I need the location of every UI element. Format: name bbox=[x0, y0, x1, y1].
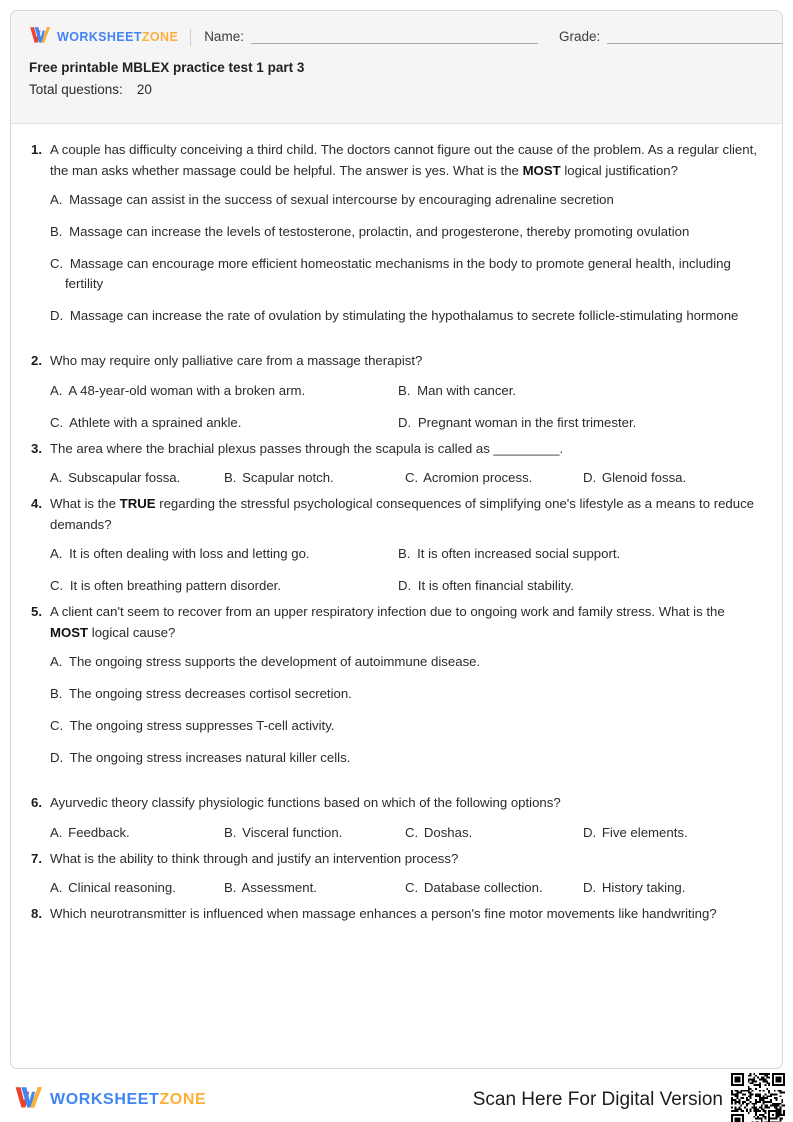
scan-here-text: Scan Here For Digital Version bbox=[472, 1089, 723, 1110]
option-label: D. bbox=[398, 578, 412, 593]
option-c[interactable] bbox=[50, 716, 762, 736]
questions-list bbox=[11, 124, 782, 941]
option-text: Massage can assist in the success of sexual intercourse by encouraging adrenaline secretion bbox=[69, 192, 614, 207]
option-label: C. bbox=[405, 880, 419, 895]
header-logo-text bbox=[57, 30, 178, 44]
option-text: The ongoing stress decreases cortisol secretion. bbox=[68, 686, 352, 701]
option-text: Acromion process. bbox=[423, 470, 533, 485]
option-c[interactable] bbox=[50, 254, 762, 294]
option-text: It is often breathing pattern disorder. bbox=[69, 578, 281, 593]
question-text-segment: logical justification? bbox=[560, 162, 678, 178]
option-b[interactable] bbox=[398, 544, 762, 564]
option-list bbox=[50, 878, 762, 898]
option-label: D. bbox=[583, 880, 597, 895]
footer-logo bbox=[14, 1084, 206, 1116]
question-item bbox=[31, 849, 762, 899]
question-emphasis: TRUE bbox=[119, 496, 156, 511]
logo-word-zone: ZONE bbox=[141, 30, 179, 44]
option-c[interactable] bbox=[50, 413, 398, 433]
option-text: It is often dealing with loss and letting go. bbox=[69, 546, 310, 561]
option-b[interactable] bbox=[224, 468, 405, 488]
option-c[interactable] bbox=[405, 823, 583, 843]
option-a[interactable] bbox=[50, 190, 762, 210]
footer-logo-word-worksheet: WORKSHEET bbox=[50, 1091, 160, 1108]
option-label: A. bbox=[50, 654, 63, 669]
option-b[interactable] bbox=[50, 684, 762, 704]
question-item bbox=[31, 140, 762, 338]
question-text bbox=[50, 849, 762, 870]
question-text-segment: A client can't seem to recover from an upper respiratory infection due to ongoing work and family stress. What is the bbox=[50, 604, 725, 619]
question-body bbox=[50, 494, 762, 596]
option-label: D. bbox=[583, 824, 597, 840]
option-text: It is often increased social support. bbox=[417, 546, 621, 561]
option-d[interactable] bbox=[398, 576, 762, 596]
option-b[interactable] bbox=[50, 222, 762, 242]
option-list bbox=[50, 544, 762, 596]
question-body bbox=[50, 904, 762, 925]
logo-word-worksheet: WORKSHEET bbox=[57, 30, 142, 44]
question-item bbox=[31, 351, 762, 433]
option-label: D. bbox=[50, 750, 64, 765]
option-c[interactable] bbox=[405, 468, 583, 488]
qr-code[interactable] bbox=[731, 1073, 785, 1122]
option-label: D. bbox=[398, 414, 412, 430]
worksheet-sheet bbox=[10, 10, 783, 1069]
worksheet-footer bbox=[0, 1078, 793, 1122]
header-top-row bbox=[11, 11, 782, 49]
option-text: Massage can increase the rate of ovulation by stimulating the hypothalamus to secrete follicle-stimulating hormone bbox=[69, 308, 739, 323]
question-text-segment: Who may require only palliative care from a massage therapist? bbox=[50, 353, 423, 368]
question-emphasis: MOST bbox=[50, 624, 89, 640]
option-label: C. bbox=[405, 470, 419, 485]
option-label: A. bbox=[50, 824, 63, 840]
total-questions-label: Total questions: bbox=[29, 82, 123, 98]
question-text bbox=[50, 494, 762, 535]
option-text: Clinical reasoning. bbox=[68, 880, 176, 895]
question-text bbox=[50, 140, 762, 181]
question-number: 1. bbox=[31, 142, 42, 157]
option-a[interactable] bbox=[50, 468, 224, 488]
question-item bbox=[31, 494, 762, 596]
question-item bbox=[31, 793, 762, 843]
question-number: 7. bbox=[31, 850, 42, 866]
question-emphasis: MOST bbox=[522, 162, 561, 178]
total-questions-value: 20 bbox=[136, 82, 152, 98]
question-number: 3. bbox=[31, 440, 42, 456]
option-label: B. bbox=[398, 546, 411, 561]
question-number: 4. bbox=[31, 496, 42, 511]
footer-logo-text bbox=[50, 1091, 206, 1109]
option-text: Feedback. bbox=[68, 824, 130, 840]
field-gap bbox=[548, 29, 549, 46]
question-text-segment: Which neurotransmitter is influenced when massage enhances a person's fine motor movements like handwriting? bbox=[50, 906, 717, 921]
option-d[interactable] bbox=[583, 468, 762, 488]
question-number: 2. bbox=[31, 353, 42, 368]
option-text: Athlete with a sprained ankle. bbox=[69, 414, 242, 430]
name-input-line[interactable] bbox=[251, 30, 538, 44]
question-text-segment: A couple has difficulty conceiving a third child. The doctors cannot figure out the cause of the problem. As a regular client, the man asks whether massage could be helpful. The answer is yes. What is the bbox=[50, 142, 757, 178]
option-text: Man with cancer. bbox=[417, 382, 517, 398]
question-text-segment: The area where the brachial plexus passes through the scapula is called as _________. bbox=[50, 440, 564, 456]
option-a[interactable] bbox=[50, 381, 398, 401]
page-title: Free printable MBLEX practice test 1 part 3 bbox=[29, 60, 305, 75]
option-label: B. bbox=[50, 686, 63, 701]
option-text: Database collection. bbox=[423, 880, 543, 895]
option-text: History taking. bbox=[601, 880, 686, 895]
option-label: A. bbox=[50, 546, 63, 561]
option-list bbox=[50, 652, 762, 768]
option-a[interactable] bbox=[50, 544, 398, 564]
option-d[interactable] bbox=[583, 823, 762, 843]
option-b[interactable] bbox=[224, 878, 405, 898]
option-list bbox=[50, 468, 762, 488]
option-d[interactable] bbox=[398, 413, 762, 433]
option-label: C. bbox=[405, 824, 419, 840]
option-label: B. bbox=[224, 880, 237, 895]
worksheet-zone-logo-icon bbox=[29, 25, 51, 50]
option-label: B. bbox=[398, 382, 411, 398]
option-label: B. bbox=[224, 824, 237, 840]
option-text: A 48-year-old woman with a broken arm. bbox=[68, 382, 306, 398]
option-text: It is often financial stability. bbox=[417, 578, 574, 593]
option-text: Subscapular fossa. bbox=[68, 470, 181, 485]
option-label: C. bbox=[50, 718, 64, 733]
option-a[interactable] bbox=[50, 878, 224, 898]
option-a[interactable] bbox=[50, 652, 762, 672]
option-label: B. bbox=[224, 470, 237, 485]
header-logo bbox=[29, 25, 178, 50]
question-body bbox=[50, 602, 762, 780]
option-text: Massage can encourage more efficient homeostatic mechanisms in the body to promote general health, including fertility bbox=[65, 256, 731, 291]
option-text: Doshas. bbox=[423, 824, 473, 840]
question-text bbox=[50, 602, 762, 643]
question-text bbox=[50, 793, 762, 814]
question-number: 5. bbox=[31, 604, 42, 619]
option-list bbox=[50, 190, 762, 326]
option-text: Visceral function. bbox=[242, 824, 343, 840]
option-d[interactable] bbox=[50, 306, 762, 326]
question-text-segment: Ayurvedic theory classify physiologic functions based on which of the following options? bbox=[50, 795, 561, 810]
question-item bbox=[31, 602, 762, 780]
option-label: A. bbox=[50, 192, 63, 207]
question-item bbox=[31, 439, 762, 489]
option-text: The ongoing stress suppresses T-cell activity. bbox=[69, 718, 335, 733]
option-text: Pregnant woman in the first trimester. bbox=[417, 414, 637, 430]
option-label: C. bbox=[50, 578, 64, 593]
question-body bbox=[50, 351, 762, 433]
option-b[interactable] bbox=[224, 823, 405, 843]
total-questions-line bbox=[29, 81, 764, 99]
question-text-segment: What is the ability to think through and justify an intervention process? bbox=[50, 850, 459, 866]
question-text bbox=[50, 904, 762, 925]
option-label: A. bbox=[50, 382, 63, 398]
option-list bbox=[50, 381, 762, 433]
option-label: D. bbox=[50, 308, 64, 323]
option-text: The ongoing stress increases natural killer cells. bbox=[69, 750, 351, 765]
header-divider bbox=[190, 29, 191, 46]
option-a[interactable] bbox=[50, 823, 224, 843]
question-text bbox=[50, 439, 762, 460]
option-text: The ongoing stress supports the development of autoimmune disease. bbox=[68, 654, 481, 669]
option-label: A. bbox=[50, 470, 63, 485]
option-b[interactable] bbox=[398, 381, 762, 401]
name-field[interactable] bbox=[204, 30, 538, 45]
grade-label: Grade: bbox=[558, 28, 601, 44]
option-text: Scapular notch. bbox=[242, 470, 334, 485]
option-text: Massage can increase the levels of testosterone, prolactin, and progesterone, thereby promoting ovulation bbox=[69, 224, 690, 239]
option-d[interactable] bbox=[583, 878, 762, 898]
question-item bbox=[31, 904, 762, 925]
worksheet-zone-logo-icon bbox=[14, 1084, 43, 1116]
question-body bbox=[50, 439, 762, 489]
option-label: A. bbox=[50, 880, 63, 895]
question-text-segment: logical cause? bbox=[88, 624, 176, 640]
option-label: C. bbox=[50, 256, 64, 271]
name-label: Name: bbox=[204, 28, 244, 44]
question-text bbox=[50, 351, 762, 372]
question-text-segment: regarding the stressful psychological consequences of simplifying one's lifestyle as a means to reduce demands? bbox=[50, 496, 755, 532]
question-text-segment: What is the bbox=[50, 496, 120, 511]
grade-input-line[interactable] bbox=[607, 30, 783, 44]
option-text: Assessment. bbox=[241, 880, 317, 895]
option-c[interactable] bbox=[405, 878, 583, 898]
question-body bbox=[50, 793, 762, 843]
option-list bbox=[50, 823, 762, 843]
question-body bbox=[50, 849, 762, 899]
option-text: Glenoid fossa. bbox=[601, 470, 687, 485]
worksheet-header bbox=[11, 11, 782, 124]
option-text: Five elements. bbox=[601, 824, 688, 840]
option-label: B. bbox=[50, 224, 63, 239]
question-body bbox=[50, 140, 762, 338]
footer-logo-word-zone: ZONE bbox=[159, 1091, 207, 1108]
question-number: 8. bbox=[31, 906, 42, 921]
option-c[interactable] bbox=[50, 576, 398, 596]
header-title-block bbox=[11, 49, 782, 99]
option-label: C. bbox=[50, 414, 64, 430]
option-d[interactable] bbox=[50, 748, 762, 768]
option-label: D. bbox=[583, 470, 597, 485]
question-number: 6. bbox=[31, 795, 42, 810]
grade-field[interactable] bbox=[559, 30, 783, 45]
